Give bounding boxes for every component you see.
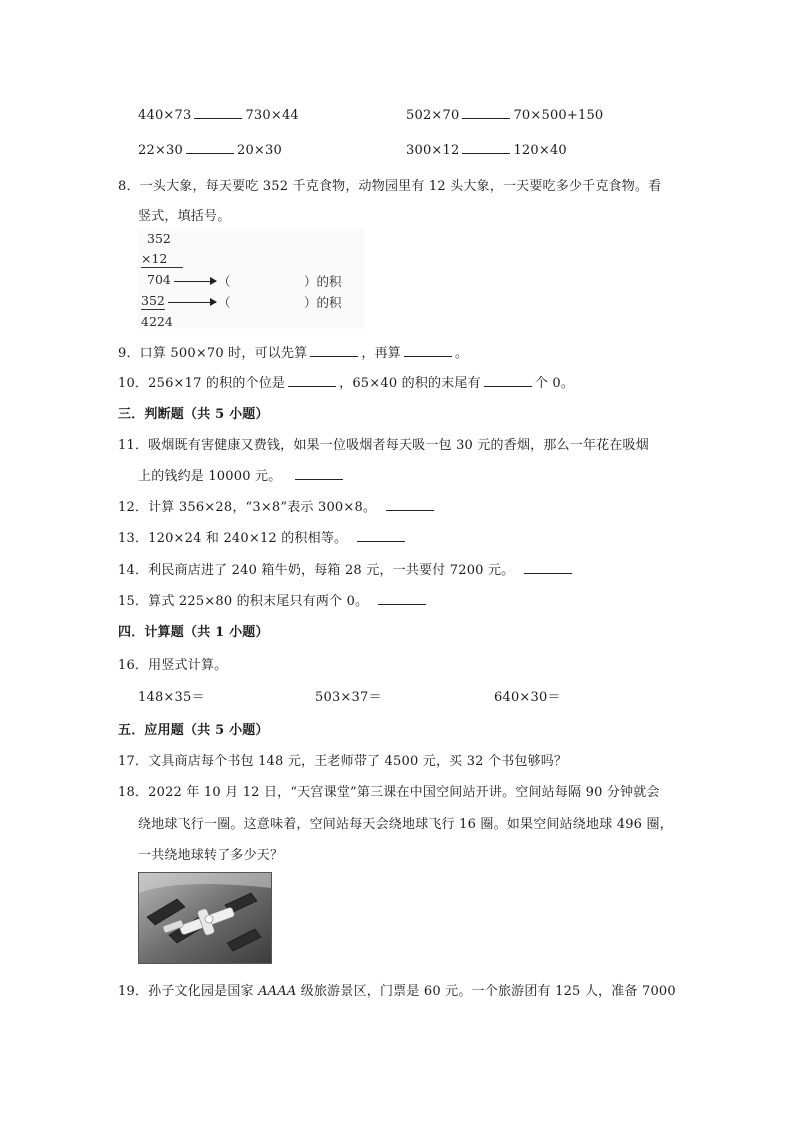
question-18-line-2: 绕地球飞行一圈。这意味着，空间站每天会绕地球飞行 16 圈。如果空间站绕地球 496 圈， xyxy=(138,817,673,832)
question-12 xyxy=(118,496,437,515)
q16-item-1: 148×35＝ xyxy=(138,690,205,705)
arrow-icon xyxy=(174,281,216,282)
answer-blank[interactable] xyxy=(378,592,426,605)
text: 14．利民商店进了 240 箱牛奶，每箱 28 元，一共要付 7200 元。 xyxy=(118,563,515,578)
question-13 xyxy=(118,527,408,546)
answer-blank[interactable] xyxy=(386,498,434,511)
text: ，再算 xyxy=(361,346,401,361)
arrow-icon xyxy=(168,302,216,303)
text: 13．120×24 和 240×12 的积相等。 xyxy=(118,531,348,546)
text: 9．口算 500×70 时，可以先算 xyxy=(118,346,308,361)
paren-close-label: ）的积 xyxy=(304,274,342,289)
question-8-line-1: 8．一头大象，每天要吃 352 千克食物，动物园里有 12 头大象，一天要吃多少千克食物。看 xyxy=(118,179,662,194)
answer-blank[interactable] xyxy=(404,344,452,357)
expr: 440×73 xyxy=(138,108,192,123)
text: 上的钱约是 10000 元。 xyxy=(138,469,282,484)
calc-line xyxy=(141,267,183,268)
question-19 xyxy=(118,980,676,999)
multiplier: ×12 xyxy=(141,251,168,266)
answer-blank[interactable] xyxy=(462,141,510,154)
space-station-icon xyxy=(139,873,271,963)
question-18-line-1: 18．2022 年 10 月 12 日，“天宫课堂”第三课在中国空间站开讲。空间站每隔 90 分钟就会 xyxy=(118,785,660,800)
text: ，65×40 的积的末尾有 xyxy=(339,376,481,391)
text: 级旅游景区，门票是 60 元。一个旅游团有 125 人，准备 7000 xyxy=(296,984,676,999)
calc-line xyxy=(141,309,165,310)
section-heading-application: 五．应用题（共 5 小题） xyxy=(118,723,269,738)
expr: 730×44 xyxy=(245,108,299,123)
question-17: 17．文具商店每个书包 148 元，王老师带了 4500 元，买 32 个书包够吗？ xyxy=(118,754,568,769)
question-8-line-2: 竖式，填括号。 xyxy=(138,209,231,224)
paren-open-2: （ xyxy=(218,295,231,310)
q16-item-2: 503×37＝ xyxy=(315,690,382,705)
question-10 xyxy=(118,372,574,391)
product-result: 4224 xyxy=(141,314,173,329)
expr: 120×40 xyxy=(513,143,567,158)
text: 10．256×17 的积的个位是 xyxy=(118,376,286,391)
answer-blank[interactable] xyxy=(357,529,405,542)
section-heading-judgment: 三．判断题（共 5 小题） xyxy=(118,407,269,422)
expr: 502×70 xyxy=(406,108,460,123)
question-15 xyxy=(118,590,429,609)
answer-blank[interactable] xyxy=(295,467,343,480)
paren-open: （ xyxy=(218,274,231,289)
paren-close-label-2: ）的积 xyxy=(304,295,342,310)
q16-item-3: 640×30＝ xyxy=(494,690,561,705)
text: 12．计算 356×28，“3×8”表示 300×8。 xyxy=(118,500,377,515)
question-16-title: 16．用竖式计算。 xyxy=(118,658,228,673)
compare-row-1-right xyxy=(406,106,603,123)
text: 19．孙子文化园是国家 xyxy=(118,984,259,999)
compare-row-2-left xyxy=(138,141,282,158)
compare-row-1-left xyxy=(138,106,299,123)
vertical-calculation xyxy=(138,229,364,329)
text: 。 xyxy=(455,346,469,361)
text: 15．算式 225×80 的积末尾只有两个 0。 xyxy=(118,594,369,609)
text: 个 0。 xyxy=(534,376,575,391)
question-18-line-3: 一共绕地球转了多少天？ xyxy=(138,848,284,863)
expr: 70×500+150 xyxy=(513,108,604,123)
expr: 300×12 xyxy=(406,143,460,158)
question-11-line-1: 11．吸烟既有害健康又费钱，如果一位吸烟者每天吸一包 30 元的香烟，那么一年花在吸烟 xyxy=(118,438,649,453)
expr: 20×30 xyxy=(236,143,282,158)
answer-blank[interactable] xyxy=(524,561,572,574)
answer-blank[interactable] xyxy=(288,374,336,387)
partial-product-1: 704 xyxy=(147,272,171,287)
question-14 xyxy=(118,559,575,578)
multiplicand: 352 xyxy=(147,231,171,246)
question-11-line-2 xyxy=(138,465,346,484)
expr: 22×30 xyxy=(138,143,183,158)
space-station-photo xyxy=(138,872,272,964)
section-heading-calculation: 四．计算题（共 1 小题） xyxy=(118,625,269,640)
answer-blank[interactable] xyxy=(186,141,234,154)
partial-product-2: 352 xyxy=(141,293,165,308)
answer-blank[interactable] xyxy=(194,106,242,119)
question-9 xyxy=(118,342,468,361)
answer-blank[interactable] xyxy=(484,374,532,387)
compare-row-2-right xyxy=(406,141,567,158)
answer-blank[interactable] xyxy=(310,344,358,357)
answer-blank[interactable] xyxy=(462,106,510,119)
rating-text: AAAA xyxy=(258,984,297,999)
